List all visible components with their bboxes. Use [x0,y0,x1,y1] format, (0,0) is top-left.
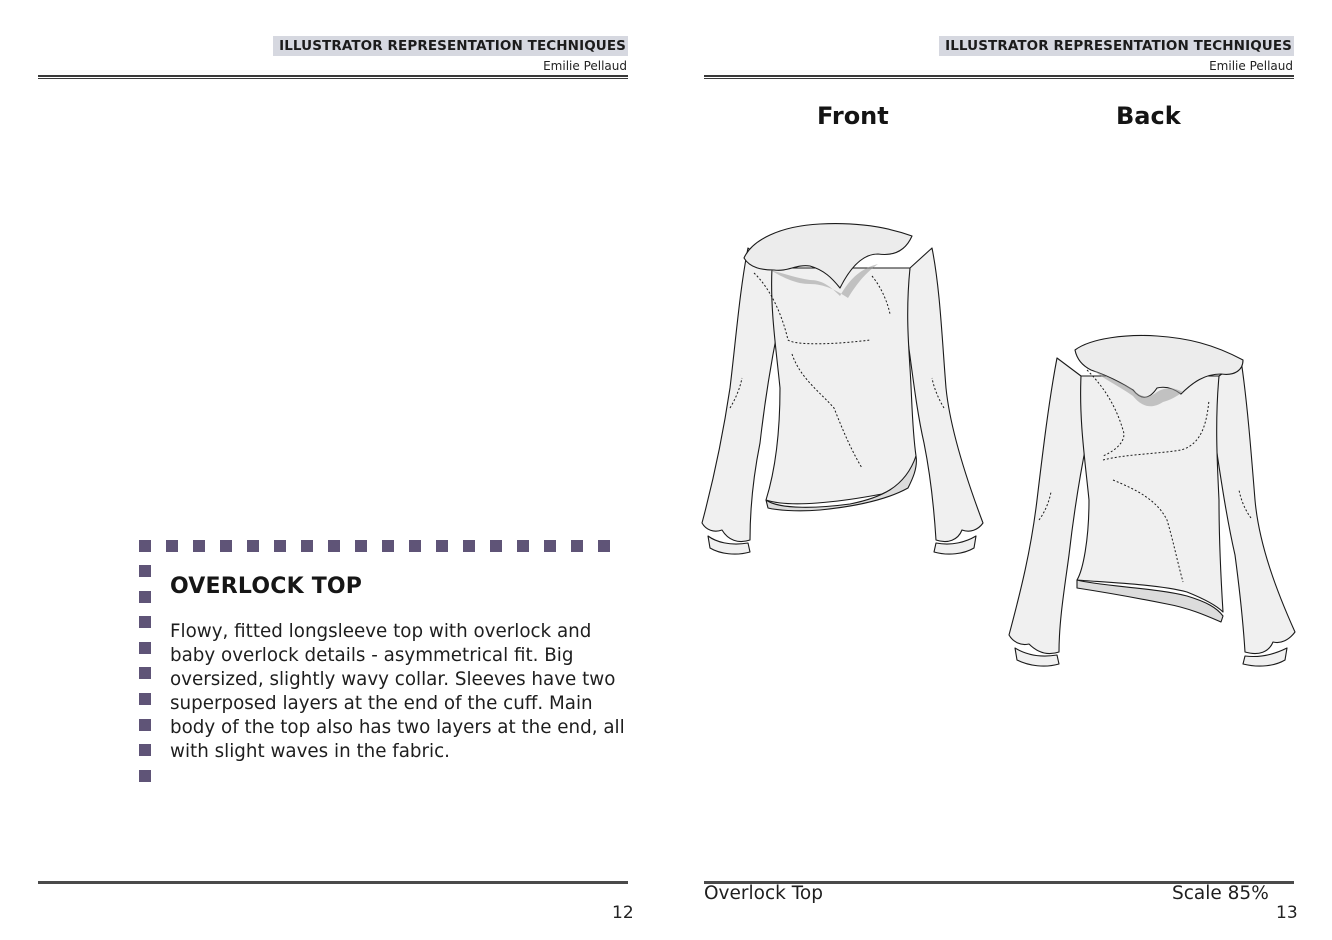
decorative-square [139,565,151,577]
decorative-square [571,540,583,552]
header-rule [704,75,1294,79]
page-number: 13 [1276,903,1298,923]
decorative-square [139,693,151,705]
garment-title: OVERLOCK TOP [170,574,363,599]
decorative-square [139,642,151,654]
decorative-square [409,540,421,552]
decorative-square [139,616,151,628]
footer-rule [38,881,628,884]
decorative-square [247,540,259,552]
decorative-square [328,540,340,552]
decorative-square [436,540,448,552]
decorative-square [193,540,205,552]
decorative-square [274,540,286,552]
back-view-label: Back [1116,102,1181,130]
back-technical-flat [1007,330,1297,672]
page-header [704,35,1294,73]
decorative-square [139,591,151,603]
header-title: ILLUSTRATOR REPRESENTATION TECHNIQUES [273,36,628,56]
decorative-square [220,540,232,552]
decorative-square [382,540,394,552]
footer-garment-name: Overlock Top [704,883,823,904]
right-page [666,0,1332,940]
decorative-square [139,540,151,552]
decorative-square [463,540,475,552]
decorative-square [139,744,151,756]
footer-scale: Scale 85% [1172,883,1269,904]
header-author: Emilie Pellaud [1209,59,1293,73]
decorative-square [139,719,151,731]
header-title: ILLUSTRATOR REPRESENTATION TECHNIQUES [939,36,1294,56]
header-rule [38,75,628,79]
decorative-square [301,540,313,552]
front-view-label: Front [817,102,889,130]
decorative-square [517,540,529,552]
decorative-square [139,770,151,782]
decorative-square [139,667,151,679]
decorative-square [490,540,502,552]
page-header [38,35,628,73]
header-author: Emilie Pellaud [543,59,627,73]
page-number: 12 [612,903,634,923]
decorative-square [598,540,610,552]
decorative-square [166,540,178,552]
garment-description: Flowy, fitted longsleeve top with overlock and baby overlock details - asymmetrical fit. Big oversized, slightly wavy collar. Sleeves have two superposed layers at the end of the cuff. Main body of the top also has two layers at the end, all with slight waves in the fabric. [170,621,625,762]
decorative-square [355,540,367,552]
front-technical-flat [700,218,985,560]
decorative-square [544,540,556,552]
